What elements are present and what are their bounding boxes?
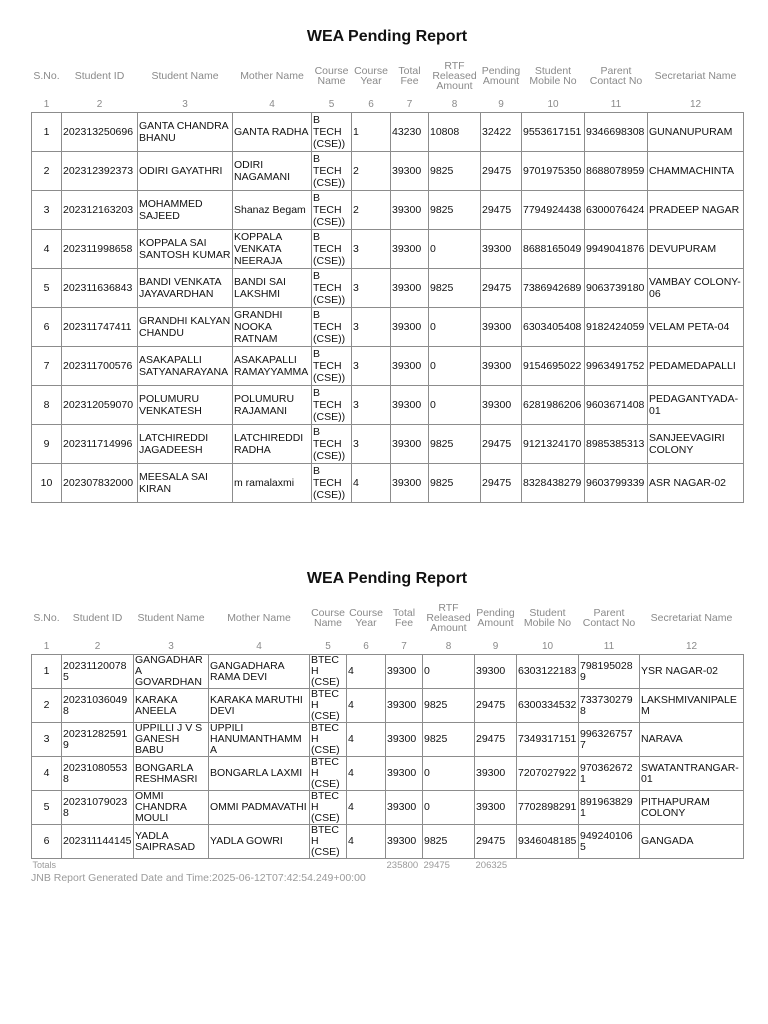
- table-cell: PEDAMEDAPALLI: [648, 347, 744, 386]
- column-header: Mother Name: [240, 70, 304, 82]
- table-cell: BTECH (CSE): [310, 723, 347, 757]
- table-cell: 39300: [481, 308, 522, 347]
- table-cell: LAKSHMIVANIPALEM: [640, 689, 744, 723]
- table-cell: 4: [347, 791, 386, 825]
- table-cell: OMMI CHANDRA MOULI: [134, 791, 209, 825]
- table-cell: KOPPALA VENKATA NEERAJA: [233, 230, 312, 269]
- table-cell: UPPILI HANUMANTHAMMA: [209, 723, 310, 757]
- column-header: Course Name: [314, 65, 349, 87]
- table-cell: 29475: [481, 269, 522, 308]
- table-cell: BTECH (CSE): [310, 791, 347, 825]
- table-cell: 39300: [386, 655, 423, 689]
- table-cell: 0: [429, 308, 481, 347]
- table-row: [32, 791, 744, 825]
- column-header: Student Mobile No: [523, 607, 572, 629]
- table-cell: 202312825919: [62, 723, 134, 757]
- table-cell: 39300: [391, 347, 429, 386]
- table-cell: B TECH (CSE)): [312, 191, 352, 230]
- column-number: 4: [269, 99, 275, 110]
- table-row: [32, 825, 744, 859]
- table-cell: 3: [352, 308, 391, 347]
- table-cell: 0: [423, 757, 475, 791]
- table-row: [32, 655, 744, 689]
- column-header: Total Fee: [398, 65, 421, 87]
- table-cell: 9825: [423, 825, 475, 859]
- table-cell: 39300: [481, 386, 522, 425]
- table-cell: BTECH (CSE): [310, 655, 347, 689]
- table-cell: 7349317151: [517, 723, 579, 757]
- table-cell: 3: [352, 347, 391, 386]
- table-cell: 7702898291: [517, 791, 579, 825]
- table-cell: VELAM PETA-04: [648, 308, 744, 347]
- table-cell: GUNANUPURAM: [648, 113, 744, 152]
- column-header: RTF Released Amount: [426, 602, 471, 634]
- table-cell: MEESALA SAI KIRAN: [138, 464, 233, 503]
- table-body: [32, 113, 744, 503]
- table-cell: 39300: [475, 757, 517, 791]
- table-cell: SWATANTRANGAR-01: [640, 757, 744, 791]
- table-cell: B TECH (CSE)): [312, 308, 352, 347]
- table-cell: 7794924438: [522, 191, 585, 230]
- table-cell: 3: [352, 269, 391, 308]
- table-cell: 8688165049: [522, 230, 585, 269]
- column-number: 8: [445, 641, 452, 652]
- table-cell: 5: [32, 791, 62, 825]
- table-cell: 9603799339: [585, 464, 648, 503]
- column-number: 1: [43, 99, 50, 110]
- table-cell: KARAKA MARUTHI DEVI: [209, 689, 310, 723]
- table-cell: 0: [429, 386, 481, 425]
- column-header: Mother Name: [227, 612, 291, 624]
- table-cell: YADLA GOWRI: [209, 825, 310, 859]
- table-cell: 39300: [391, 425, 429, 464]
- table-cell: OMMI PADMAVATHI: [209, 791, 310, 825]
- table-row: [32, 269, 744, 308]
- column-number: 8: [451, 99, 458, 110]
- table-cell: B TECH (CSE)): [312, 230, 352, 269]
- table-cell: GRANDHI NOOKA RATNAM: [233, 308, 312, 347]
- table-row: [32, 425, 744, 464]
- table-cell: 7337302798: [579, 689, 640, 723]
- table-cell: 8985385313: [585, 425, 648, 464]
- table-cell: 4: [352, 464, 391, 503]
- column-number: 7: [406, 99, 413, 110]
- table-cell: 202311714996: [62, 425, 138, 464]
- table-cell: 2: [352, 152, 391, 191]
- table-row: [32, 113, 744, 152]
- table-cell: 7386942689: [522, 269, 585, 308]
- column-number-row: [32, 98, 744, 113]
- table-cell: 39300: [386, 689, 423, 723]
- table-cell: GANTA CHANDRA BHANU: [138, 113, 233, 152]
- table-cell: 9121324170: [522, 425, 585, 464]
- table-cell: 8688078959: [585, 152, 648, 191]
- table-cell: 9825: [423, 689, 475, 723]
- table-cell: GANGADA: [640, 825, 744, 859]
- table-cell: 39300: [391, 269, 429, 308]
- column-header: Secretariat Name: [654, 70, 737, 82]
- table-cell: GANTA RADHA: [233, 113, 312, 152]
- column-number: 3: [168, 641, 174, 652]
- table-cell: LATCHIREDDI JAGADEESH: [138, 425, 233, 464]
- table-cell: 1: [352, 113, 391, 152]
- table-cell: 7981950289: [579, 655, 640, 689]
- table-cell: 6300076424: [585, 191, 648, 230]
- table-cell: 3: [32, 723, 62, 757]
- table-cell: m ramalaxmi: [233, 464, 312, 503]
- table-cell: B TECH (CSE)): [312, 386, 352, 425]
- table-cell: GANGADHARA GOVARDHAN: [134, 655, 209, 689]
- table-cell: 202313250696: [62, 113, 138, 152]
- table-cell: 29475: [475, 689, 517, 723]
- table-cell: 6303405408: [522, 308, 585, 347]
- table-cell: 4: [347, 655, 386, 689]
- table-cell: 4: [32, 230, 62, 269]
- table-cell: 0: [423, 655, 475, 689]
- column-header: Student ID: [74, 70, 125, 82]
- table-cell: 9949041876: [585, 230, 648, 269]
- table-cell: POLUMURU RAJAMANI: [233, 386, 312, 425]
- table-cell: ASAKAPALLI RAMAYYAMMA: [233, 347, 312, 386]
- table-cell: 9182424059: [585, 308, 648, 347]
- table-cell: 5: [32, 269, 62, 308]
- table-row: [32, 347, 744, 386]
- table-cell: 2: [32, 689, 62, 723]
- table-cell: 202312392373: [62, 152, 138, 191]
- table-row: [32, 152, 744, 191]
- table-cell: 3: [32, 191, 62, 230]
- table-cell: 9825: [429, 269, 481, 308]
- column-number: 2: [96, 99, 103, 110]
- table-cell: 29475: [481, 464, 522, 503]
- column-header: Course Year: [349, 607, 383, 629]
- table-cell: GRANDHI KALYAN CHANDU: [138, 308, 233, 347]
- table-cell: 9063739180: [585, 269, 648, 308]
- table-cell: 39300: [386, 757, 423, 791]
- table-cell: 7: [32, 347, 62, 386]
- column-number: 1: [43, 641, 50, 652]
- report-table: [31, 54, 744, 503]
- table-cell: 9346048185: [517, 825, 579, 859]
- table-cell: 202311144145: [62, 825, 134, 859]
- table-cell: 202312163203: [62, 191, 138, 230]
- table-cell: YSR NAGAR-02: [640, 655, 744, 689]
- table-cell: 39300: [475, 655, 517, 689]
- column-header: Course Name: [311, 607, 345, 629]
- table-cell: 9703626721: [579, 757, 640, 791]
- table-cell: GANGADHARA RAMA DEVI: [209, 655, 310, 689]
- table-cell: 9154695022: [522, 347, 585, 386]
- table-cell: B TECH (CSE)): [312, 152, 352, 191]
- column-header: Pending Amount: [476, 607, 515, 629]
- table-cell: 39300: [391, 308, 429, 347]
- table-cell: B TECH (CSE)): [312, 269, 352, 308]
- table-cell: 39300: [391, 230, 429, 269]
- column-number: 9: [492, 641, 499, 652]
- table-cell: 3: [352, 230, 391, 269]
- column-header: Course Year: [354, 65, 388, 87]
- column-header: RTF Released Amount: [432, 60, 477, 92]
- table-cell: 9553617151: [522, 113, 585, 152]
- table-cell: 9: [32, 425, 62, 464]
- totals-rtf-released: 29475: [423, 860, 450, 871]
- table-cell: 202310790238: [62, 791, 134, 825]
- table-cell: 4: [347, 825, 386, 859]
- report-generated-footnote: JNB Report Generated Date and Time:2025-06-12T07:42:54.249+00:00: [31, 872, 366, 884]
- table-cell: YADLA SAIPRASAD: [134, 825, 209, 859]
- table-cell: 2: [32, 152, 62, 191]
- column-header: Parent Contact No: [582, 607, 636, 629]
- column-header: S.No.: [33, 612, 60, 624]
- column-header: Total Fee: [392, 607, 416, 629]
- table-row: [32, 230, 744, 269]
- column-header: Student ID: [72, 612, 123, 624]
- table-cell: 4: [347, 757, 386, 791]
- column-number: 9: [498, 99, 504, 110]
- table-cell: MOHAMMED SAJEED: [138, 191, 233, 230]
- table-cell: 29475: [481, 425, 522, 464]
- table-cell: BTECH (CSE): [310, 757, 347, 791]
- table-cell: 4: [32, 757, 62, 791]
- table-cell: 7207027922: [517, 757, 579, 791]
- column-number: 11: [603, 641, 615, 652]
- report-section-2: [31, 570, 743, 884]
- table-cell: 29475: [481, 191, 522, 230]
- table-row: [32, 723, 744, 757]
- table-row: [32, 757, 744, 791]
- table-row: [32, 386, 744, 425]
- totals-label: Totals: [32, 860, 57, 870]
- totals-total-fee: 235800: [386, 860, 419, 871]
- header-row: [32, 54, 744, 98]
- table-cell: ODIRI NAGAMANI: [233, 152, 312, 191]
- table-cell: 29475: [481, 152, 522, 191]
- header-row: [32, 596, 744, 640]
- table-cell: B TECH (CSE)): [312, 464, 352, 503]
- column-header: S.No.: [33, 70, 60, 82]
- table-cell: 1: [32, 655, 62, 689]
- column-number: 7: [401, 641, 407, 652]
- table-cell: ASAKAPALLI SATYANARAYANA: [138, 347, 233, 386]
- table-cell: 39300: [481, 230, 522, 269]
- table-cell: 39300: [475, 791, 517, 825]
- table-cell: 9701975350: [522, 152, 585, 191]
- column-number: 12: [685, 641, 698, 652]
- table-cell: PEDAGANTYADA-01: [648, 386, 744, 425]
- table-cell: 39300: [391, 191, 429, 230]
- column-number: 6: [363, 641, 369, 652]
- report-title: WEA Pending Report: [306, 570, 468, 587]
- table-cell: 8919638291: [579, 791, 640, 825]
- column-number: 6: [368, 99, 374, 110]
- column-number: 10: [541, 641, 554, 652]
- table-cell: 39300: [386, 825, 423, 859]
- table-cell: 9825: [429, 152, 481, 191]
- column-number: 12: [689, 99, 702, 110]
- table-cell: KARAKA ANEELA: [134, 689, 209, 723]
- table-cell: VAMBAY COLONY-06: [648, 269, 744, 308]
- table-cell: DEVUPURAM: [648, 230, 744, 269]
- table-cell: Shanaz Begam: [233, 191, 312, 230]
- column-header: Pending Amount: [481, 65, 521, 87]
- table-cell: ODIRI GAYATHRI: [138, 152, 233, 191]
- table-cell: 9825: [423, 723, 475, 757]
- table-cell: 32422: [481, 113, 522, 152]
- table-cell: CHAMMACHINTA: [648, 152, 744, 191]
- table-cell: 6300334532: [517, 689, 579, 723]
- table-cell: NARAVA: [640, 723, 744, 757]
- totals-pending: 206325: [475, 860, 508, 871]
- table-cell: 4: [347, 689, 386, 723]
- table-cell: B TECH (CSE)): [312, 425, 352, 464]
- table-cell: ASR NAGAR-02: [648, 464, 744, 503]
- table-cell: 9825: [429, 425, 481, 464]
- table-row: [32, 191, 744, 230]
- table-cell: PITHAPURAM COLONY: [640, 791, 744, 825]
- table-cell: 6303122183: [517, 655, 579, 689]
- column-header: Student Name: [151, 70, 219, 82]
- table-cell: B TECH (CSE)): [312, 113, 352, 152]
- table-cell: SANJEEVAGIRI COLONY: [648, 425, 744, 464]
- table-cell: 202310805538: [62, 757, 134, 791]
- table-cell: BONGARLA LAXMI: [209, 757, 310, 791]
- table-cell: PRADEEP NAGAR: [648, 191, 744, 230]
- table-body: [32, 655, 744, 859]
- table-cell: 6: [32, 308, 62, 347]
- table-cell: 39300: [481, 347, 522, 386]
- table-cell: 202311747411: [62, 308, 138, 347]
- table-cell: 39300: [391, 386, 429, 425]
- table-cell: 29475: [475, 825, 517, 859]
- column-number: 11: [610, 99, 622, 110]
- table-cell: 202312059070: [62, 386, 138, 425]
- table-cell: 9963267577: [579, 723, 640, 757]
- report-title: WEA Pending Report: [306, 28, 468, 45]
- table-cell: 39300: [386, 723, 423, 757]
- table-cell: BONGARLA RESHMASRI: [134, 757, 209, 791]
- table-cell: 6: [32, 825, 62, 859]
- table-cell: BTECH (CSE): [310, 689, 347, 723]
- column-header: Student Name: [137, 612, 205, 624]
- table-cell: 10808: [429, 113, 481, 152]
- table-cell: UPPILLI J V S GANESH BABU: [134, 723, 209, 757]
- column-header: Student Mobile No: [529, 65, 577, 87]
- table-cell: 6281986206: [522, 386, 585, 425]
- table-cell: 202311998658: [62, 230, 138, 269]
- column-number: 5: [325, 641, 331, 652]
- table-cell: 39300: [386, 791, 423, 825]
- report-table: [31, 596, 744, 872]
- table-cell: BANDI VENKATA JAYAVARDHAN: [138, 269, 233, 308]
- column-number: 10: [547, 99, 559, 110]
- table-cell: 202311700576: [62, 347, 138, 386]
- table-cell: 1: [32, 113, 62, 152]
- table-cell: 4: [347, 723, 386, 757]
- table-row: [32, 308, 744, 347]
- table-cell: 43230: [391, 113, 429, 152]
- report-section-1: [31, 28, 743, 503]
- table-cell: 39300: [391, 152, 429, 191]
- table-cell: 2: [352, 191, 391, 230]
- table-cell: 9346698308: [585, 113, 648, 152]
- table-cell: POLUMURU VENKATESH: [138, 386, 233, 425]
- table-cell: 39300: [391, 464, 429, 503]
- table-cell: 202310360498: [62, 689, 134, 723]
- table-cell: 9603671408: [585, 386, 648, 425]
- table-cell: 9492401065: [579, 825, 640, 859]
- table-cell: 3: [352, 386, 391, 425]
- table-cell: BTECH (CSE): [310, 825, 347, 859]
- column-header: Secretariat Name: [650, 612, 733, 624]
- column-number: 5: [328, 99, 335, 110]
- table-cell: BANDI SAI LAKSHMI: [233, 269, 312, 308]
- table-cell: 0: [429, 230, 481, 269]
- table-cell: 202311636843: [62, 269, 138, 308]
- table-row: [32, 464, 744, 503]
- column-number-row: [32, 640, 744, 655]
- column-number: 2: [94, 641, 101, 652]
- table-cell: 9825: [429, 191, 481, 230]
- table-cell: 0: [423, 791, 475, 825]
- table-cell: 10: [32, 464, 62, 503]
- table-cell: 9825: [429, 464, 481, 503]
- totals-row: [32, 859, 744, 873]
- table-cell: 202311200785: [62, 655, 134, 689]
- table-cell: 9963491752: [585, 347, 648, 386]
- table-cell: 29475: [475, 723, 517, 757]
- column-number: 4: [256, 641, 262, 652]
- table-cell: 8: [32, 386, 62, 425]
- column-header: Parent Contact No: [589, 65, 643, 87]
- table-cell: 0: [429, 347, 481, 386]
- table-cell: 202307832000: [62, 464, 138, 503]
- table-cell: LATCHIREDDI RADHA: [233, 425, 312, 464]
- table-cell: 8328438279: [522, 464, 585, 503]
- table-row: [32, 689, 744, 723]
- table-cell: KOPPALA SAI SANTOSH KUMAR: [138, 230, 233, 269]
- table-cell: 3: [352, 425, 391, 464]
- column-number: 3: [182, 99, 188, 110]
- table-cell: B TECH (CSE)): [312, 347, 352, 386]
